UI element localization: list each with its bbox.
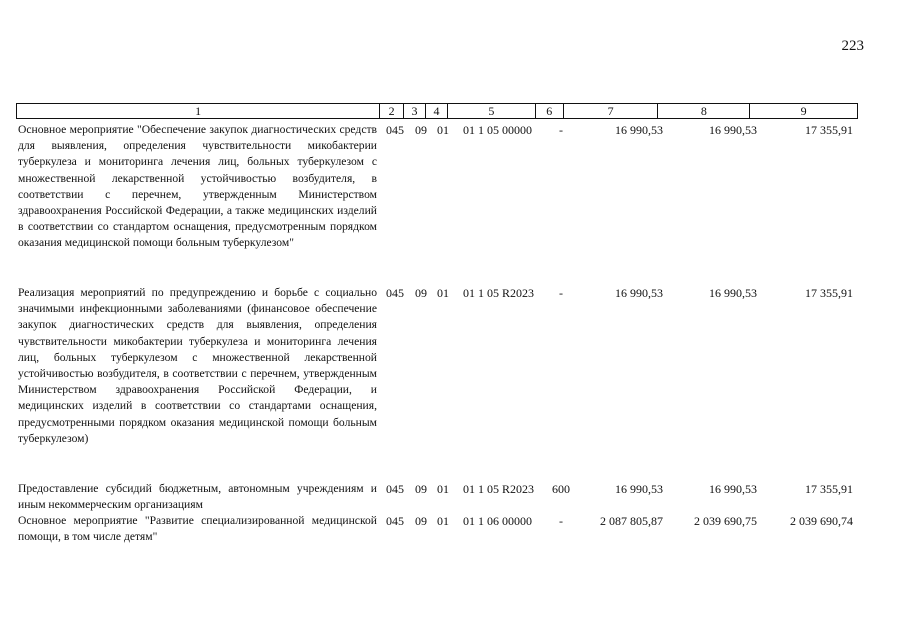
row-3-csr: 01 1 05 R2023: [463, 482, 535, 496]
row-1-rz: 09: [415, 123, 427, 137]
header-col-1: 1: [195, 104, 202, 118]
page-number: 223: [841, 38, 864, 54]
row-1-csr: 01 1 05 00000: [463, 123, 532, 137]
row-3-name: Предоставление субсидий бюджетным, автономным учреждениям и иным некоммерческим организациям: [18, 482, 377, 512]
header-col-7: 7: [563, 104, 658, 118]
row-1-year-3: 17 355,91: [805, 123, 853, 137]
row-4-year-2: 2 039 690,75: [694, 514, 757, 528]
row-1-year-1: 16 990,53: [615, 123, 663, 137]
row-3-year-3: 17 355,91: [805, 482, 853, 496]
row-2-pr: 01: [437, 286, 449, 300]
header-col-9: 9: [749, 104, 857, 118]
row-4-year-3: 2 039 690,74: [790, 514, 853, 528]
header-col-2: 2: [379, 104, 403, 118]
row-3-rz: 09: [415, 482, 427, 496]
row-1-kvsr: 045: [386, 123, 404, 137]
header-col-8: 8: [657, 104, 749, 118]
row-4-pr: 01: [437, 514, 449, 528]
row-1-vr: -: [559, 123, 563, 137]
row-4-vr: -: [559, 514, 563, 528]
row-2-name: Реализация мероприятий по предупреждению и борьбе с социально значимыми инфекционными заболеваниями (финансовое обеспечение закупок диагностических средств для выявления, определения чувствительности микобактерии туберкулеза и мониторинга лечения лиц, больных туберкулезом с множественной лекарственной устойчивостью возбудителя, в соответствии с перечнем, утвержденным Министерством здравоохранения Российской Федерации, и медицинских изделий в соответствии со стандартами оснащения, предусмотренными порядком оказания медицинской помощи больным туберкулезом): [18, 286, 377, 445]
row-2-year-3: 17 355,91: [805, 286, 853, 300]
row-1-year-2: 16 990,53: [709, 123, 757, 137]
row-3-pr: 01: [437, 482, 449, 496]
row-2-rz: 09: [415, 286, 427, 300]
row-2-year-1: 16 990,53: [615, 286, 663, 300]
row-2-csr: 01 1 05 R2023: [463, 286, 535, 300]
row-3-kvsr: 045: [386, 482, 404, 496]
header-col-6: 6: [535, 104, 563, 118]
row-3-vr: 600: [552, 482, 570, 496]
row-2-vr: -: [559, 286, 563, 300]
row-2-kvsr: 045: [386, 286, 404, 300]
row-3-year-2: 16 990,53: [709, 482, 757, 496]
row-4-csr: 01 1 06 00000: [463, 514, 532, 528]
row-4-rz: 09: [415, 514, 427, 528]
row-2-year-2: 16 990,53: [709, 286, 757, 300]
row-1-pr: 01: [437, 123, 449, 137]
row-1-name: Основное мероприятие "Обеспечение закупок диагностических средств для выявления, определения чувствительности микобактерии туберкулеза и мониторинга лечения лиц, больных туберкулезом с множественной лекарственной устойчивостью возбудителя, в соответствии с перечнем, утвержденным Министерством здравоохранения Российской Федерации, а также медицинских изделий в соответствии со стандартом оснащения, предусмотренным порядком оказания медицинской помощи больным туберкулезом": [18, 123, 377, 250]
table-header-row: [16, 103, 858, 119]
row-4-name: Основное мероприятие "Развитие специализированной медицинской помощи, в том числе детям": [18, 514, 377, 544]
row-3-year-1: 16 990,53: [615, 482, 663, 496]
row-4-kvsr: 045: [386, 514, 404, 528]
header-col-4: 4: [425, 104, 447, 118]
row-4-year-1: 2 087 805,87: [600, 514, 663, 528]
header-col-3: 3: [403, 104, 425, 118]
header-col-5: 5: [447, 104, 535, 118]
